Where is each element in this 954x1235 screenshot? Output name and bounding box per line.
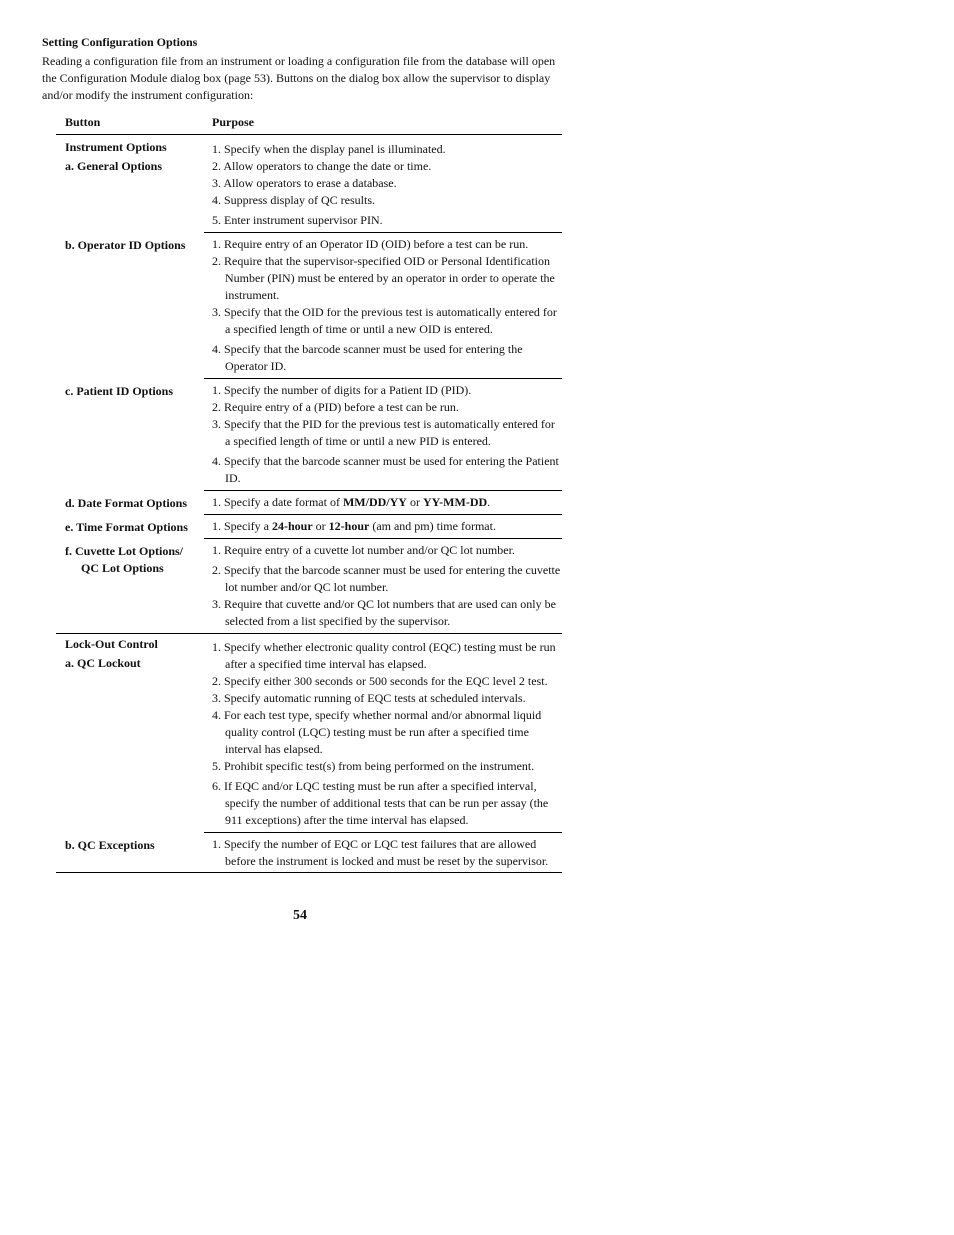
intro-paragraph: Reading a configuration file from an instrument or loading a configuration file from the database will open the Configuration Module dialog box (page 53). Buttons on the dialog box allow the supervisor to display and/or modify the instrument configuration: <box>42 54 556 102</box>
list-item: 3. Specify that the PID for the previous test is automatically entered for a specified length of time or until a new PID is entered. <box>212 417 555 448</box>
table-row <box>56 539 562 634</box>
list-item: 1. Require entry of a cuvette lot number and/or QC lot number. <box>212 543 515 557</box>
list-item: 2. Require that the supervisor-specified OID or Personal Identification Number (PIN) must be entered by an operator in order to operate the instrument. <box>212 254 555 302</box>
header-purpose: Purpose <box>212 115 254 129</box>
configuration-table <box>56 113 562 873</box>
table-row <box>56 833 562 873</box>
date-format-mmddyy: MM/DD/YY <box>342 495 407 509</box>
list-item: 6. If EQC and/or LQC testing must be run after a specified interval, specify the number of additional tests that can be run per assay (the 911 exceptions) after the time interval has elapsed. <box>212 779 549 827</box>
label-time-format-options: e. Time Format Options <box>65 520 188 534</box>
row-label <box>56 634 204 833</box>
label-qc-exceptions: b. QC Exceptions <box>65 838 155 852</box>
date-format-suffix: . <box>487 495 491 509</box>
section-heading: Setting Configuration Options <box>42 35 198 49</box>
list-item: 1. Specify when the display panel is illuminated. <box>212 142 446 156</box>
label-patient-id-options: c. Patient ID Options <box>65 384 173 398</box>
list-item: 4. For each test type, specify whether normal and/or abnormal liquid quality control (LQC) testing must be run after a specified time interval has elapsed. <box>212 708 542 756</box>
section-title-instrument-options: Instrument Options <box>65 140 167 154</box>
row-purpose <box>204 233 562 379</box>
list-item: 4. Specify that the barcode scanner must be used for entering the Patient ID. <box>212 454 559 485</box>
time-format-12h: 12-hour <box>328 519 370 533</box>
list-item: 3. Require that cuvette and/or QC lot numbers that are used can only be selected from a list specified by the supervisor. <box>212 597 556 628</box>
header-button: Button <box>65 115 101 129</box>
row-purpose <box>204 539 562 633</box>
table-row <box>56 515 562 539</box>
list-item: 3. Specify that the OID for the previous test is automatically entered for a specified length of time or until a new OID is entered. <box>212 305 557 336</box>
list-item: 1. Specify whether electronic quality control (EQC) testing must be run after a specified time interval has elapsed. <box>212 640 556 671</box>
page-number: 54 <box>293 908 307 923</box>
row-label <box>56 138 204 233</box>
list-item: 1. Require entry of an Operator ID (OID) before a test can be run. <box>212 237 529 251</box>
list-item: 3. Specify automatic running of EQC tests at scheduled intervals. <box>212 691 526 705</box>
label-date-format-options: d. Date Format Options <box>65 496 187 510</box>
table-header <box>56 113 562 135</box>
time-format-prefix: 1. Specify a <box>212 519 272 533</box>
list-item: 2. Specify either 300 seconds or 500 seconds for the EQC level 2 test. <box>212 674 548 688</box>
label-qc-lot-options: QC Lot Options <box>81 561 164 575</box>
list-item: 4. Specify that the barcode scanner must be used for entering the Operator ID. <box>212 342 523 373</box>
row-purpose <box>204 833 562 872</box>
row-label <box>56 233 204 379</box>
row-label <box>56 833 204 872</box>
table-row <box>56 138 562 233</box>
label-general-options: a. General Options <box>65 159 163 173</box>
table-row <box>56 491 562 515</box>
list-item: 1. Specify the number of digits for a Patient ID (PID). <box>212 383 472 397</box>
table-row <box>56 634 562 833</box>
date-format-joiner: or <box>406 495 423 509</box>
label-qc-lockout: a. QC Lockout <box>65 656 141 670</box>
label-operator-id-options: b. Operator ID Options <box>65 238 186 252</box>
list-item: 5. Prohibit specific test(s) from being performed on the instrument. <box>212 759 535 773</box>
row-purpose <box>204 634 562 833</box>
list-item <box>212 518 562 535</box>
label-cuvette-lot-options: f. Cuvette Lot Options/ <box>65 544 183 558</box>
date-format-prefix: 1. Specify a date format of <box>212 495 343 509</box>
table-row <box>56 379 562 491</box>
section-title-lockout-control: Lock-Out Control <box>65 637 158 651</box>
row-label <box>56 515 204 539</box>
row-purpose <box>204 515 562 539</box>
list-item: 3. Allow operators to erase a database. <box>212 176 397 190</box>
row-label <box>56 491 204 515</box>
time-format-joiner: or <box>312 519 329 533</box>
list-item: 5. Enter instrument supervisor PIN. <box>212 213 383 227</box>
time-format-suffix: (am and pm) time format. <box>369 519 496 533</box>
time-format-24h: 24-hour <box>271 519 313 533</box>
list-item: 2. Allow operators to change the date or time. <box>212 159 432 173</box>
list-item <box>212 494 562 511</box>
row-purpose <box>204 379 562 491</box>
row-purpose <box>204 138 562 233</box>
list-item: 2. Specify that the barcode scanner must be used for entering the cuvette lot number and/or QC lot number. <box>212 563 561 594</box>
list-item: 2. Require entry of a (PID) before a test can be run. <box>212 400 459 414</box>
list-item: 4. Suppress display of QC results. <box>212 193 375 207</box>
list-item: 1. Specify the number of EQC or LQC test failures that are allowed before the instrument is locked and must be reset by the supervisor. <box>212 837 549 868</box>
date-format-yymmdd: YY-MM-DD <box>422 495 488 509</box>
row-purpose <box>204 491 562 515</box>
row-label <box>56 379 204 491</box>
table-row <box>56 233 562 379</box>
row-label <box>56 539 204 633</box>
